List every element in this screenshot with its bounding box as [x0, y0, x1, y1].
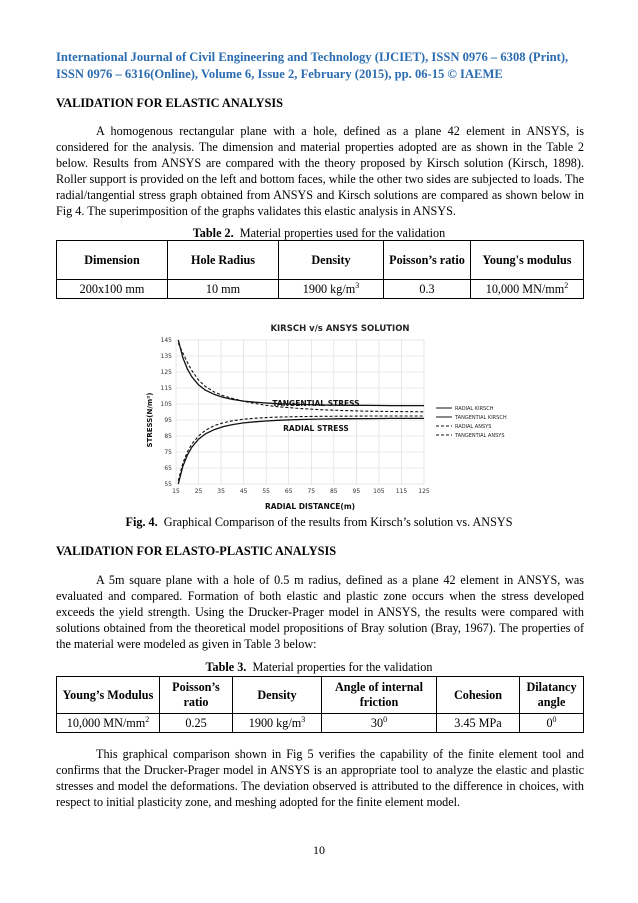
elasto-plastic-paragraph: [56, 572, 584, 652]
x-tick-label: 15: [172, 488, 180, 495]
fig4-caption-text: Graphical Comparison of the results from Kirsch’s solution vs. ANSYS: [163, 515, 513, 529]
table2-cell-density: [279, 280, 384, 299]
table2-header-cell: Dimension: [57, 241, 168, 280]
legend-label: RADIAL ANSYS: [455, 424, 492, 430]
table3-cell-cohesion: 3.45 MPa: [437, 714, 520, 733]
table3-header-cell: Dilatancy angle: [520, 677, 584, 714]
table2-cell-poisson: 0.3: [384, 280, 471, 299]
chart-legend: [436, 406, 507, 439]
closing-paragraph-text: This graphical comparison shown in Fig 5 verifies the capability of the finite element tool and confirms that the Drucker-Prager model in ANSYS is an appropriate tool to analyze the elastic and plastic stresses and model the deformations. The deviation observed is attributed to the difference in choices, with respect to initial plasticity zone, and meshing adopted for the finite element model.: [56, 747, 584, 809]
x-tick-label: 35: [217, 488, 225, 495]
y-tick-label: 75: [164, 449, 172, 457]
elastic-paragraph: [56, 123, 584, 219]
table2-header-cell: Young's modulus: [471, 241, 584, 280]
x-tick-label: 45: [239, 488, 248, 495]
x-tick-label: 115: [395, 488, 408, 495]
table3-header-row: [57, 677, 584, 714]
y-tick-label: 115: [160, 385, 172, 393]
table3-header-cell: Poisson’s ratio: [160, 677, 233, 714]
table3-youngs-value: 10,000 MN/mm: [66, 716, 146, 730]
table2-caption-text: Material properties used for the validation: [239, 226, 446, 240]
table3-cell-density: [233, 714, 322, 733]
table2-header-cell: Density: [279, 241, 384, 280]
table3-friction-value: 30: [370, 716, 384, 730]
table3-density-value: 1900 kg/m: [248, 716, 302, 730]
fig4-label: Fig. 4.: [125, 515, 158, 529]
journal-header-line-2: ISSN 0976 – 6316(Online), Volume 6, Issue 2, February (2015), pp. 06-15 © IAEME: [56, 66, 503, 81]
elasto-plastic-paragraph-text: A 5m square plane with a hole of 0.5 m radius, defined as a plane 42 element in ANSYS, was evaluated and compared. Formation of both elastic and plastic zone occurs when the stress developed exceeds the yield strength. Using the Drucker-Prager model in ANSYS, the results were compared with solutions obtained from the theoretical model propositions of Bray solution (Bray, 1967). The properties of the material were modeled as given in Table 3 below:: [56, 573, 584, 651]
fig4-caption: [0, 515, 638, 530]
chart-y-axis-label: STRESS(N/m²): [146, 392, 154, 448]
table3-cell-poisson: 0.25: [160, 714, 233, 733]
table3-cell-friction: [322, 714, 437, 733]
table3-caption-text: Material properties for the validation: [252, 660, 433, 674]
legend-label: RADIAL KIRSCH: [455, 406, 494, 412]
y-tick-label: 95: [164, 417, 172, 425]
table3-header-cell: Young’s Modulus: [57, 677, 160, 714]
table-3: [56, 676, 584, 733]
table3-density-exponent: 3: [301, 714, 306, 724]
table2-density-exponent: 3: [355, 280, 360, 290]
table2-cell-hole-radius: 10 mm: [168, 280, 279, 299]
elastic-paragraph-text: A homogenous rectangular plane with a hole, defined as a plane 42 element in ANSYS, is considered for the analysis. The dimension and material properties adopted are as shown in the Table 2 below. Results from ANSYS are compared with the theory proposed by Kirsch solution (Kirsch, 1898). Roller support is provided on the left and bottom faces, while the other two sides are subjected to loads. The radial/tangential stress graph obtained from ANSYS and Kirsch solutions are compared as shown below in Fig 4. The superimposition of the graphs validates this elastic analysis in ANSYS.: [56, 124, 584, 218]
x-tick-label: 55: [262, 488, 271, 495]
y-tick-label: 65: [164, 465, 172, 473]
y-tick-label: 85: [164, 433, 172, 441]
y-tick-label: 135: [160, 353, 172, 361]
table3-header-cell: Cohesion: [437, 677, 520, 714]
section-heading-elastic: VALIDATION FOR ELASTIC ANALYSIS: [56, 96, 283, 110]
annotation-radial-stress: RADIAL STRESS: [283, 424, 349, 433]
table2-youngs-value: 10,000 MN/mm: [485, 282, 565, 296]
table3-dilatancy-exponent: 0: [552, 714, 557, 724]
closing-paragraph: [56, 746, 584, 810]
table2-label: Table 2.: [192, 226, 234, 240]
table3-label: Table 3.: [205, 660, 247, 674]
journal-header-line-1: International Journal of Civil Engineering and Technology (IJCIET), ISSN 0976 – 6308 (Print),: [56, 50, 569, 64]
annotation-tangential-stress: TANGENTIAL STRESS: [272, 399, 360, 408]
table2-header-cell: Hole Radius: [168, 241, 279, 280]
chart-title: KIRSCH v/s ANSYS SOLUTION: [270, 324, 410, 334]
table3-header-cell: Density: [233, 677, 322, 714]
table2-header-cell: Poisson’s ratio: [384, 241, 471, 280]
table3-caption: [0, 660, 638, 675]
x-tick-label: 25: [194, 488, 203, 495]
x-tick-label: 125: [418, 488, 430, 495]
page-number: 10: [313, 843, 325, 857]
table3-dilatancy-value: 0: [546, 716, 553, 730]
x-tick-label: 105: [373, 488, 385, 495]
y-tick-label: 125: [160, 369, 172, 377]
legend-label: TANGENTIAL ANSYS: [455, 433, 505, 439]
x-tick-label: 65: [284, 488, 293, 495]
table2-caption: [0, 226, 638, 241]
table3-data-row: [57, 714, 584, 733]
legend-label: TANGENTIAL KIRSCH: [455, 415, 507, 421]
chart-series-lines: [178, 340, 424, 484]
table2-density-value: 1900 kg/m: [302, 282, 356, 296]
table2-header-row: [57, 241, 584, 280]
journal-header: [56, 49, 586, 82]
table3-youngs-exponent: 2: [145, 714, 150, 724]
table3-friction-exponent: 0: [383, 714, 388, 724]
table2-cell-youngs: [471, 280, 584, 299]
table3-cell-youngs: [57, 714, 160, 733]
y-tick-label: 55: [164, 481, 172, 489]
table2-cell-dimension: 200x100 mm: [57, 280, 168, 299]
table3-header-cell: Angle of internal friction: [322, 677, 437, 714]
chart-tick-labels: [161, 337, 430, 495]
table3-cell-dilatancy: [520, 714, 584, 733]
table2-data-row: [57, 280, 584, 299]
series-line-tangential-kirsch: [178, 340, 424, 406]
kirsch-ansys-chart: [140, 316, 507, 516]
y-tick-label: 105: [160, 401, 172, 409]
chart-x-axis-label: RADIAL DISTANCE(m): [264, 502, 356, 511]
y-tick-label: 145: [160, 337, 172, 345]
section-heading-elasto-plastic: VALIDATION FOR ELASTO-PLASTIC ANALYSIS: [56, 544, 337, 558]
x-tick-label: 95: [352, 488, 361, 495]
x-tick-label: 75: [307, 488, 316, 495]
x-tick-label: 85: [329, 488, 338, 495]
table2-youngs-exponent: 2: [564, 280, 569, 290]
table-2: [56, 240, 584, 299]
